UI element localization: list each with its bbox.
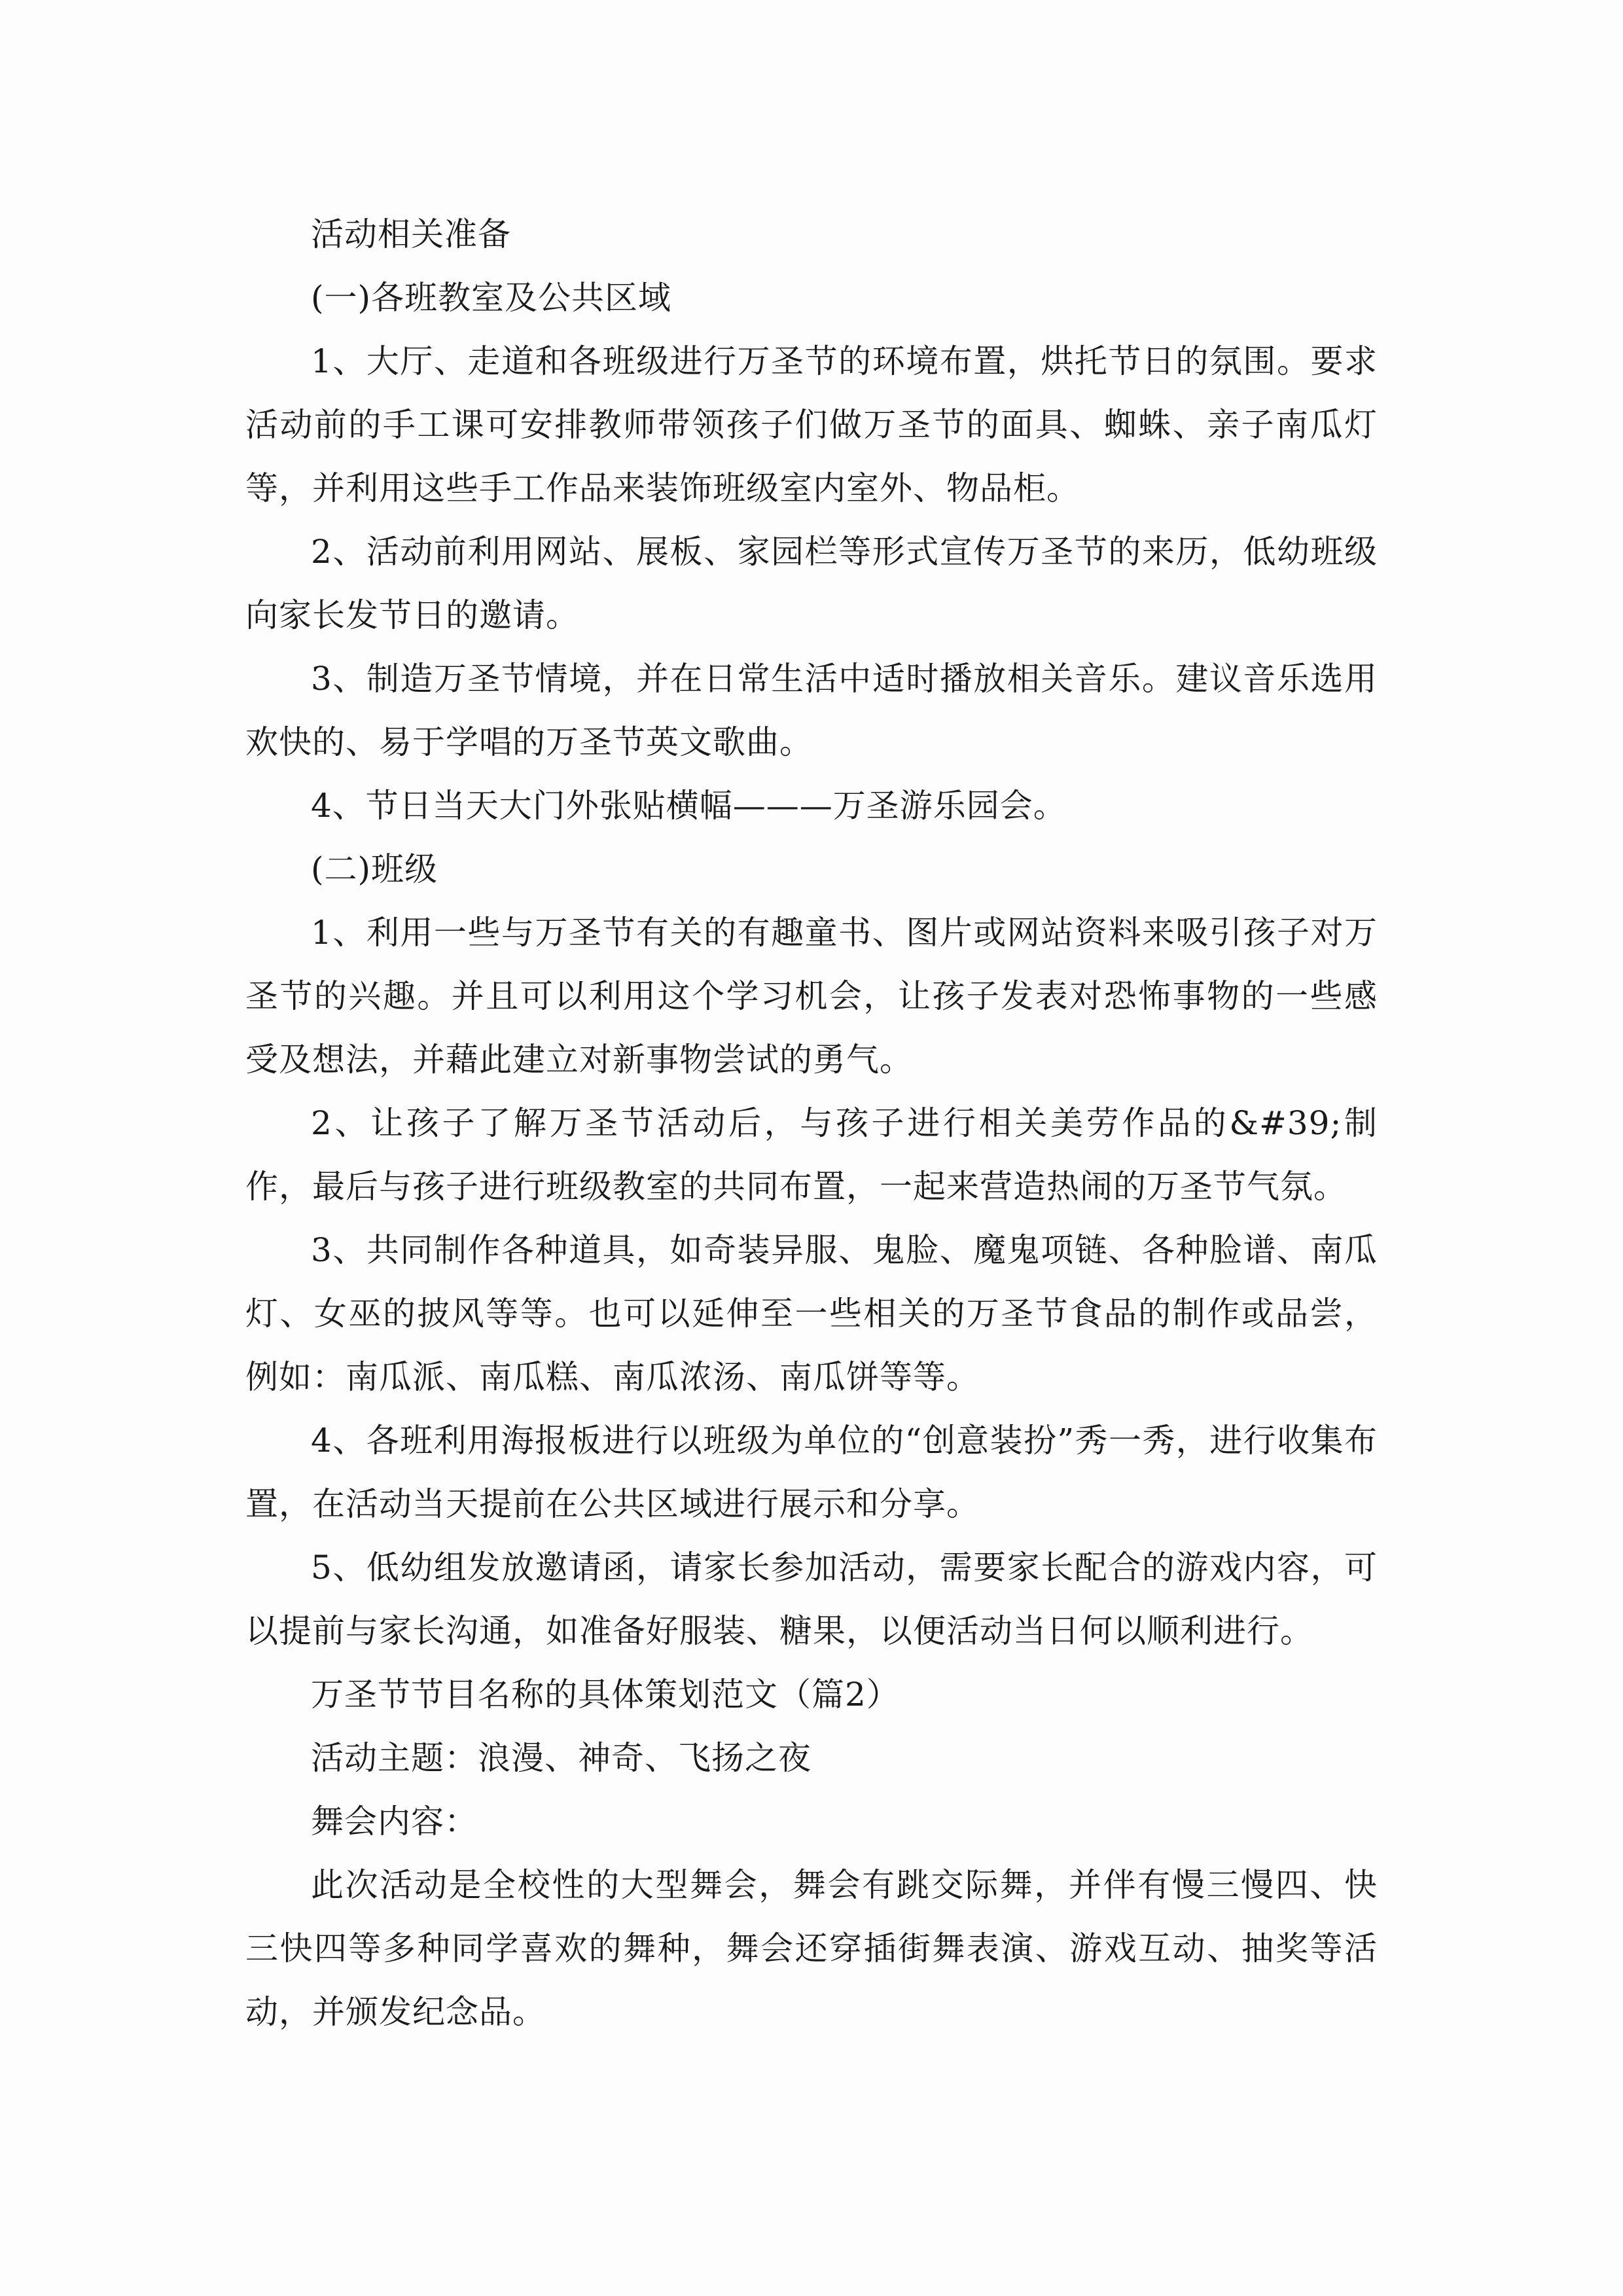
article-title: 万圣节节目名称的具体策划范文（篇2） [311, 1676, 900, 1713]
dance-content-heading: 舞会内容： [311, 1803, 478, 1840]
paragraph: 此次活动是全校性的大型舞会，舞会有跳交际舞，并伴有慢三慢四、快三快四等多种同学喜欢的舞种，舞会还穿插街舞表演、游戏互动、抽奖等活动，并颁发纪念品。 [245, 1866, 1378, 2031]
paragraph: 2、活动前利用网站、展板、家园栏等形式宣传万圣节的来历，低幼班级向家长发节日的邀请。 [245, 533, 1378, 634]
activity-theme: 活动主题：浪漫、神奇、飞扬之夜 [311, 1739, 812, 1777]
subsection-heading: (二)班级 [311, 850, 438, 888]
paragraph: 4、各班利用海报板进行以班级为单位的“创意装扮”秀一秀，进行收集布置，在活动当天提前在公共区域进行展示和分享。 [245, 1422, 1378, 1523]
paragraph: 2、让孩子了解万圣节活动后，与孩子进行相关美劳作品的&#39;制作，最后与孩子进行班级教室的共同布置，一起来营造热闹的万圣节气氛。 [245, 1104, 1378, 1206]
paragraph: 3、制造万圣节情境，并在日常生活中适时播放相关音乐。建议音乐选用欢快的、易于学唱的万圣节英文歌曲。 [245, 660, 1378, 761]
paragraph: 1、大厅、走道和各班级进行万圣节的环境布置，烘托节日的氛围。要求活动前的手工课可安排教师带领孩子们做万圣节的面具、蜘蛛、亲子南瓜灯等，并利用这些手工作品来装饰班级室内室外、物品柜。 [245, 342, 1378, 507]
document-body [245, 203, 1378, 2044]
paragraph: 4、节日当天大门外张贴横幅———万圣游乐园会。 [311, 787, 1067, 825]
paragraph: 5、低幼组发放邀请函，请家长参加活动，需要家长配合的游戏内容，可以提前与家长沟通，如准备好服装、糖果，以便活动当日何以顺利进行。 [245, 1549, 1378, 1650]
section-heading: 活动相关准备 [311, 215, 511, 253]
subsection-heading: (一)各班教室及公共区域 [311, 279, 672, 317]
paragraph: 3、共同制作各种道具，如奇装异服、鬼脸、魔鬼项链、各种脸谱、南瓜灯、女巫的披风等等。也可以延伸至一些相关的万圣节食品的制作或品尝，例如：南瓜派、南瓜糕、南瓜浓汤、南瓜饼等等。 [245, 1231, 1378, 1396]
paragraph: 1、利用一些与万圣节有关的有趣童书、图片或网站资料来吸引孩子对万圣节的兴趣。并且可以利用这个学习机会，让孩子发表对恐怖事物的一些感受及想法，并藉此建立对新事物尝试的勇气。 [245, 914, 1378, 1079]
